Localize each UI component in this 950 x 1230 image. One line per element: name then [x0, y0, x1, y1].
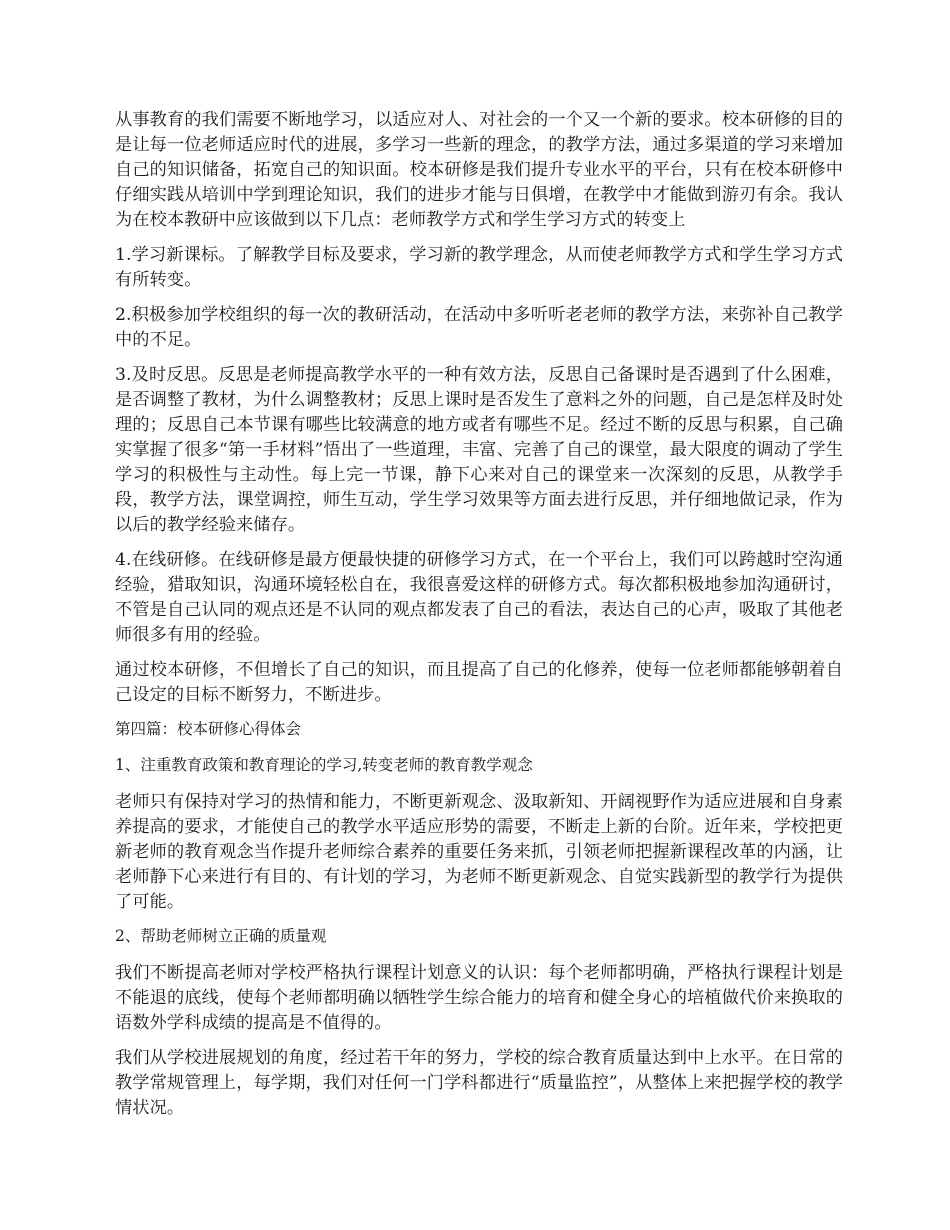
point-4-paragraph: 4.在线研修。在线研修是最方便最快捷的研修学习方式，在一个平台上，我们可以跨越时空沟通经验，猎取知识，沟通环境轻松自在，我很喜爱这样的研修方式。每次都积极地参加沟通研讨，不管是自己认同的观点还是不认同的观点都发表了自己的看法，表达自己的心声，吸取了其他老师很多有用的经验。 — [115, 550, 843, 645]
conclusion-paragraph: 通过校本研修，不但增长了自己的知识，而且提高了自己的化修养，使每一位老师都能够朝着自己设定的目标不断努力，不断进步。 — [115, 660, 843, 705]
point-1-paragraph: 1.学习新课标。了解教学目标及要求，学习新的教学理念，从而使老师教学方式和学生学习方式有所转变。 — [115, 245, 843, 290]
point-3-paragraph: 3.及时反思。反思是老师提高教学水平的一种有效方法，反思自己备课时是否遇到了什么困难，是否调整了教材，为什么调整教材；反思上课时是否发生了意料之外的问题，自己是怎样及时处理的；反思自己本节课有哪些比较满意的地方或者有哪些不足。经过不断的反思与积累，自己确实掌握了很多“第一手材料”悟出了一些道理，丰富、完善了自己的课堂，最大限度的调动了学生学习的积极性与主动性。每上完一节课，静下心来对自己的课堂来一次深刻的反思，从教学手段，教学方法，课堂调控，师生互动，学生学习效果等方面去进行反思，并仔细地做记录，作为以后的教学经验来储存。 — [115, 365, 843, 535]
heading-1: 1、注重教育政策和教育理论的学习,转变老师的教育教学观念 — [115, 756, 533, 774]
document-page — [115, 108, 843, 1131]
intro-paragraph: 从事教育的我们需要不断地学习，以适应对人、对社会的一个又一个新的要求。校本研修的目的是让每一位老师适应时代的进展，多学习一些新的理念，的教学方法，通过多渠道的学习来增加自己的知识储备，拓宽自己的知识面。校本研修是我们提升专业水平的平台，只有在校本研修中仔细实践从培训中学到理论知识，我们的进步才能与日俱增，在教学中才能做到游刃有余。我认为在校本教研中应该做到以下几点：老师教学方式和学生学习方式的转变上 — [115, 110, 843, 230]
heading-2: 2、帮助老师树立正确的质量观 — [115, 927, 327, 945]
heading-2-paragraph-1: 我们不断提高老师对学校严格执行课程计划意义的认识：每个老师都明确，严格执行课程计划是不能退的底线，使每个老师都明确以牺牲学生综合能力的培育和健全身心的培植做代价来换取的语数外学科成绩的提高是不值得的。 — [115, 963, 843, 1033]
heading-1-paragraph: 老师只有保持对学习的热情和能力，不断更新观念、汲取新知、开阔视野作为适应进展和自身素养提高的要求，才能使自己的教学水平适应形势的需要，不断走上新的台阶。近年来，学校把更新老师的教育观念当作提升老师综合素养的重要任务来抓，引领老师把握新课程改革的内涵，让老师静下心来进行有目的、有计划的学习，为老师不断更新观念、自觉实践新型的教学行为提供了可能。 — [115, 792, 843, 912]
point-2-paragraph: 2.积极参加学校组织的每一次的教研活动，在活动中多听听老老师的教学方法，来弥补自己教学中的不足。 — [115, 305, 843, 350]
section-title: 第四篇：校本研修心得体会 — [115, 720, 302, 738]
heading-2-paragraph-2: 我们从学校进展规划的角度，经过若干年的努力，学校的综合教育质量达到中上水平。在日常的教学常规管理上，每学期，我们对任何一门学科都进行“质量监控”，从整体上来把握学校的教学情状况。 — [115, 1048, 843, 1118]
